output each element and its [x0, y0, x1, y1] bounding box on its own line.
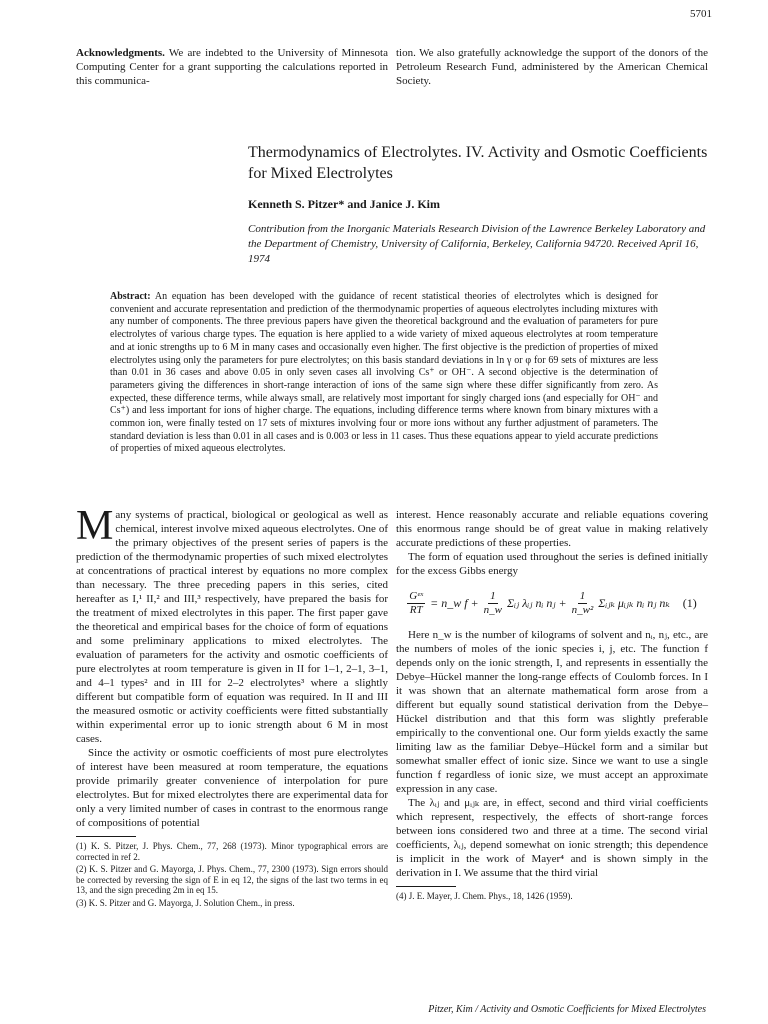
article-authors: Kenneth S. Pitzer* and Janice J. Kim — [248, 197, 440, 211]
equation-frac-1-den: n_w — [483, 603, 503, 616]
body-column-right — [396, 508, 708, 904]
paragraph-continued: interest. Hence reasonably accurate and reliable equations covering this enormous range should be of great value in making relatively accurate predictions of these properties. — [396, 509, 708, 549]
footnote-4: (4) J. E. Mayer, J. Chem. Phys., 18, 1426 (1959). — [396, 891, 573, 901]
equation-lhs-num: Gᵉˣ — [409, 589, 424, 602]
equation-number: (1) — [682, 596, 697, 610]
footnote-2: (2) K. S. Pitzer and G. Mayorga, J. Phys. Chem., 77, 2300 (1973). Sign errors should be corrected by reversing the sign of E in eq 12, the signs of the last two terms in eq 13, and the sign preceding 2m in eq 15. — [76, 864, 388, 895]
acknowledgments-right: tion. We also gratefully acknowledge the support of the donors of the Petroleum Research Fund, administered by the American Chemical Society. — [396, 47, 708, 87]
abstract-text: An equation has been developed with the guidance of recent statistical theories of electrolytes which is designed for convenient and accurate representation and prediction of the thermodynamic properties of aqueous electrolytes including mixtures with any number of components. The three previous papers have given the theoretical background and the evaluation of parameters for pure electrolytes of various charge types. The equation is here applied to a wide variety of mixed aqueous electrolytes at room temperature and at ionic strengths up to 6 M in many cases and occasionally even higher. The first objective is the prediction of properties of mixed electrolytes using only the parameters for pure electrolytes; on this basis standard deviations in ln γ or φ for 69 sets of mixtures are less than 0.01 in 36 cases and above 0.05 in only seven cases all involving Cs⁺ or OH⁻. A second objective is the determination of parameters giving the differences in short-range interaction of ions of the same sign where these differ significantly from zero. As expected, these difference terms, while always small, are relatively most important for singly charged ions (and especially for OH⁻ and Cs⁺) and less important for ions of higher charge. The equations, including difference terms where known from binary mixtures with a common ion, were finally tested on 17 sets of mixtures involving four or more ions without any further adjustment of parameters. The standard deviation is less than 0.01 in all cases and is 0.003 or less in 11 cases. Thus these equations appear to yield accurate predictions of properties of mixed aqueous electrolytes. — [110, 291, 658, 455]
page-number: 5701 — [690, 8, 712, 20]
footnotes-left — [76, 841, 388, 908]
equation-frac-2-num: 1 — [579, 589, 586, 602]
equation-lhs-den: RT — [409, 603, 423, 616]
equation-frac-2-den: n_w² — [571, 603, 594, 616]
equation-1 — [396, 582, 708, 624]
running-footer: Pitzer, Kim / Activity and Osmotic Coefficients for Mixed Electrolytes — [428, 1004, 706, 1015]
equation-term-3: Σᵢⱼₖ μᵢⱼₖ nᵢ nⱼ nₖ — [598, 596, 670, 610]
abstract-label: Abstract: — [110, 291, 151, 302]
article-header — [248, 142, 708, 267]
footnote-divider — [76, 836, 136, 837]
acknowledgments-text-left: We are indebted to the University of Minnesota Computing Center for a grant supporting the calculations reported in this communica- — [76, 47, 388, 87]
intro-text: any systems of practical, biological or geological as well as chemical, interest involve mixed aqueous electrolytes. One of the primary objectives of the present series of papers is the prediction of the thermodynamic properties of such mixed electrolytes at concentrations of practical interest by equations no more complex than necessary. The three preceding papers in this series, cited hereafter as I,¹ II,² and III,³ respectively, have prepared the basis for the treatment of mixed electrolytes in this paper. The first paper gave the theoretical and empirical bases for the choice of form of equations and some preliminary applications to mixed electrolytes. The evaluation of parameters for the activity and osmotic coefficients of pure electrolytes at room temperature is given in II for 1–1, 2–1, 3–1, and 4–1 types² and in III for 2–2 electrolytes³ where a slightly different but compatible form of equation was required. In II and III the measured osmotic or activity coefficients were fitted substantially within experimental error up to ionic strength about 6 M in most cases. — [76, 509, 388, 745]
equation-frac-1 — [484, 590, 502, 617]
equation-term-2: Σᵢⱼ λᵢⱼ nᵢ nⱼ + — [507, 596, 567, 610]
acknowledgments-heading: Acknowledgments. — [76, 47, 165, 59]
drop-cap: M — [76, 503, 114, 549]
paragraph-equation-intro: The form of equation used throughout the series is defined initially for the excess Gibbs energy — [396, 551, 708, 577]
footnotes-right — [396, 891, 708, 902]
footnote-1: (1) K. S. Pitzer, J. Phys. Chem., 77, 268 (1973). Minor typographical errors are corrected in ref 2. — [76, 841, 388, 862]
footnote-divider-right — [396, 886, 456, 887]
equation-frac-1-num: 1 — [490, 589, 496, 602]
acknowledgments-left — [76, 46, 388, 88]
equation-frac-2 — [572, 590, 594, 617]
paragraph-virial: The λᵢⱼ and μᵢⱼₖ are, in effect, second and third virial coefficients which represent, respectively, the effects of short-range forces between ions considered two and three at a time. The second virial coefficients, λᵢⱼ, depend somewhat on ionic strength; this dependence is implicit in the work of Mayer⁴ and is shown simply in the derivation in I. We assume that the third virial — [396, 797, 708, 879]
footnote-3: (3) K. S. Pitzer and G. Mayorga, J. Solution Chem., in press. — [76, 897, 295, 908]
article-title: Thermodynamics of Electrolytes. IV. Activity and Osmotic Coefficients for Mixed Electrolytes — [248, 144, 708, 182]
equation-term-1: = n_w f + — [430, 596, 479, 610]
body-column-left — [76, 503, 388, 910]
abstract — [110, 291, 658, 456]
article-affiliation: Contribution from the Inorganic Materials Research Division of the Lawrence Berkeley Laboratory and the Department of Chemistry, University of California, Berkeley, California 94720. Received April 16, 1974 — [248, 223, 706, 265]
equation-lhs — [407, 590, 425, 617]
intro-paragraph — [76, 503, 388, 746]
paragraph-definitions: Here n_w is the number of kilograms of solvent and nᵢ, nⱼ, etc., are the numbers of moles of the ionic species i, j, etc. The function f depends only on the ionic strength, I, and represents in essentially the Debye–Hückel manner the long-range effects of Coulomb forces. In I it was shown that an alternate mathematical form arose from a different but equally sound statistical derivation from the Debye–Hückel distribution and that this form was slightly preferable empirically to the conventional one. Our form yields exactly the same limiting law as the familiar Debye–Hückel form and a similar but somewhat smaller effect of ionic size. Since we want to use a single function f regardless of ionic size, we must accept an approximate expression in any case. — [396, 629, 708, 795]
paragraph-2: Since the activity or osmotic coefficients of most pure electrolytes of interest have been measured at room temperature, the equations provide primarily greater convenience of interpolation for pure electrolytes. But for mixed electrolytes there are experimental data for only a very limited number of cases in contrast to the enormous range of compositions of potential — [76, 747, 388, 829]
